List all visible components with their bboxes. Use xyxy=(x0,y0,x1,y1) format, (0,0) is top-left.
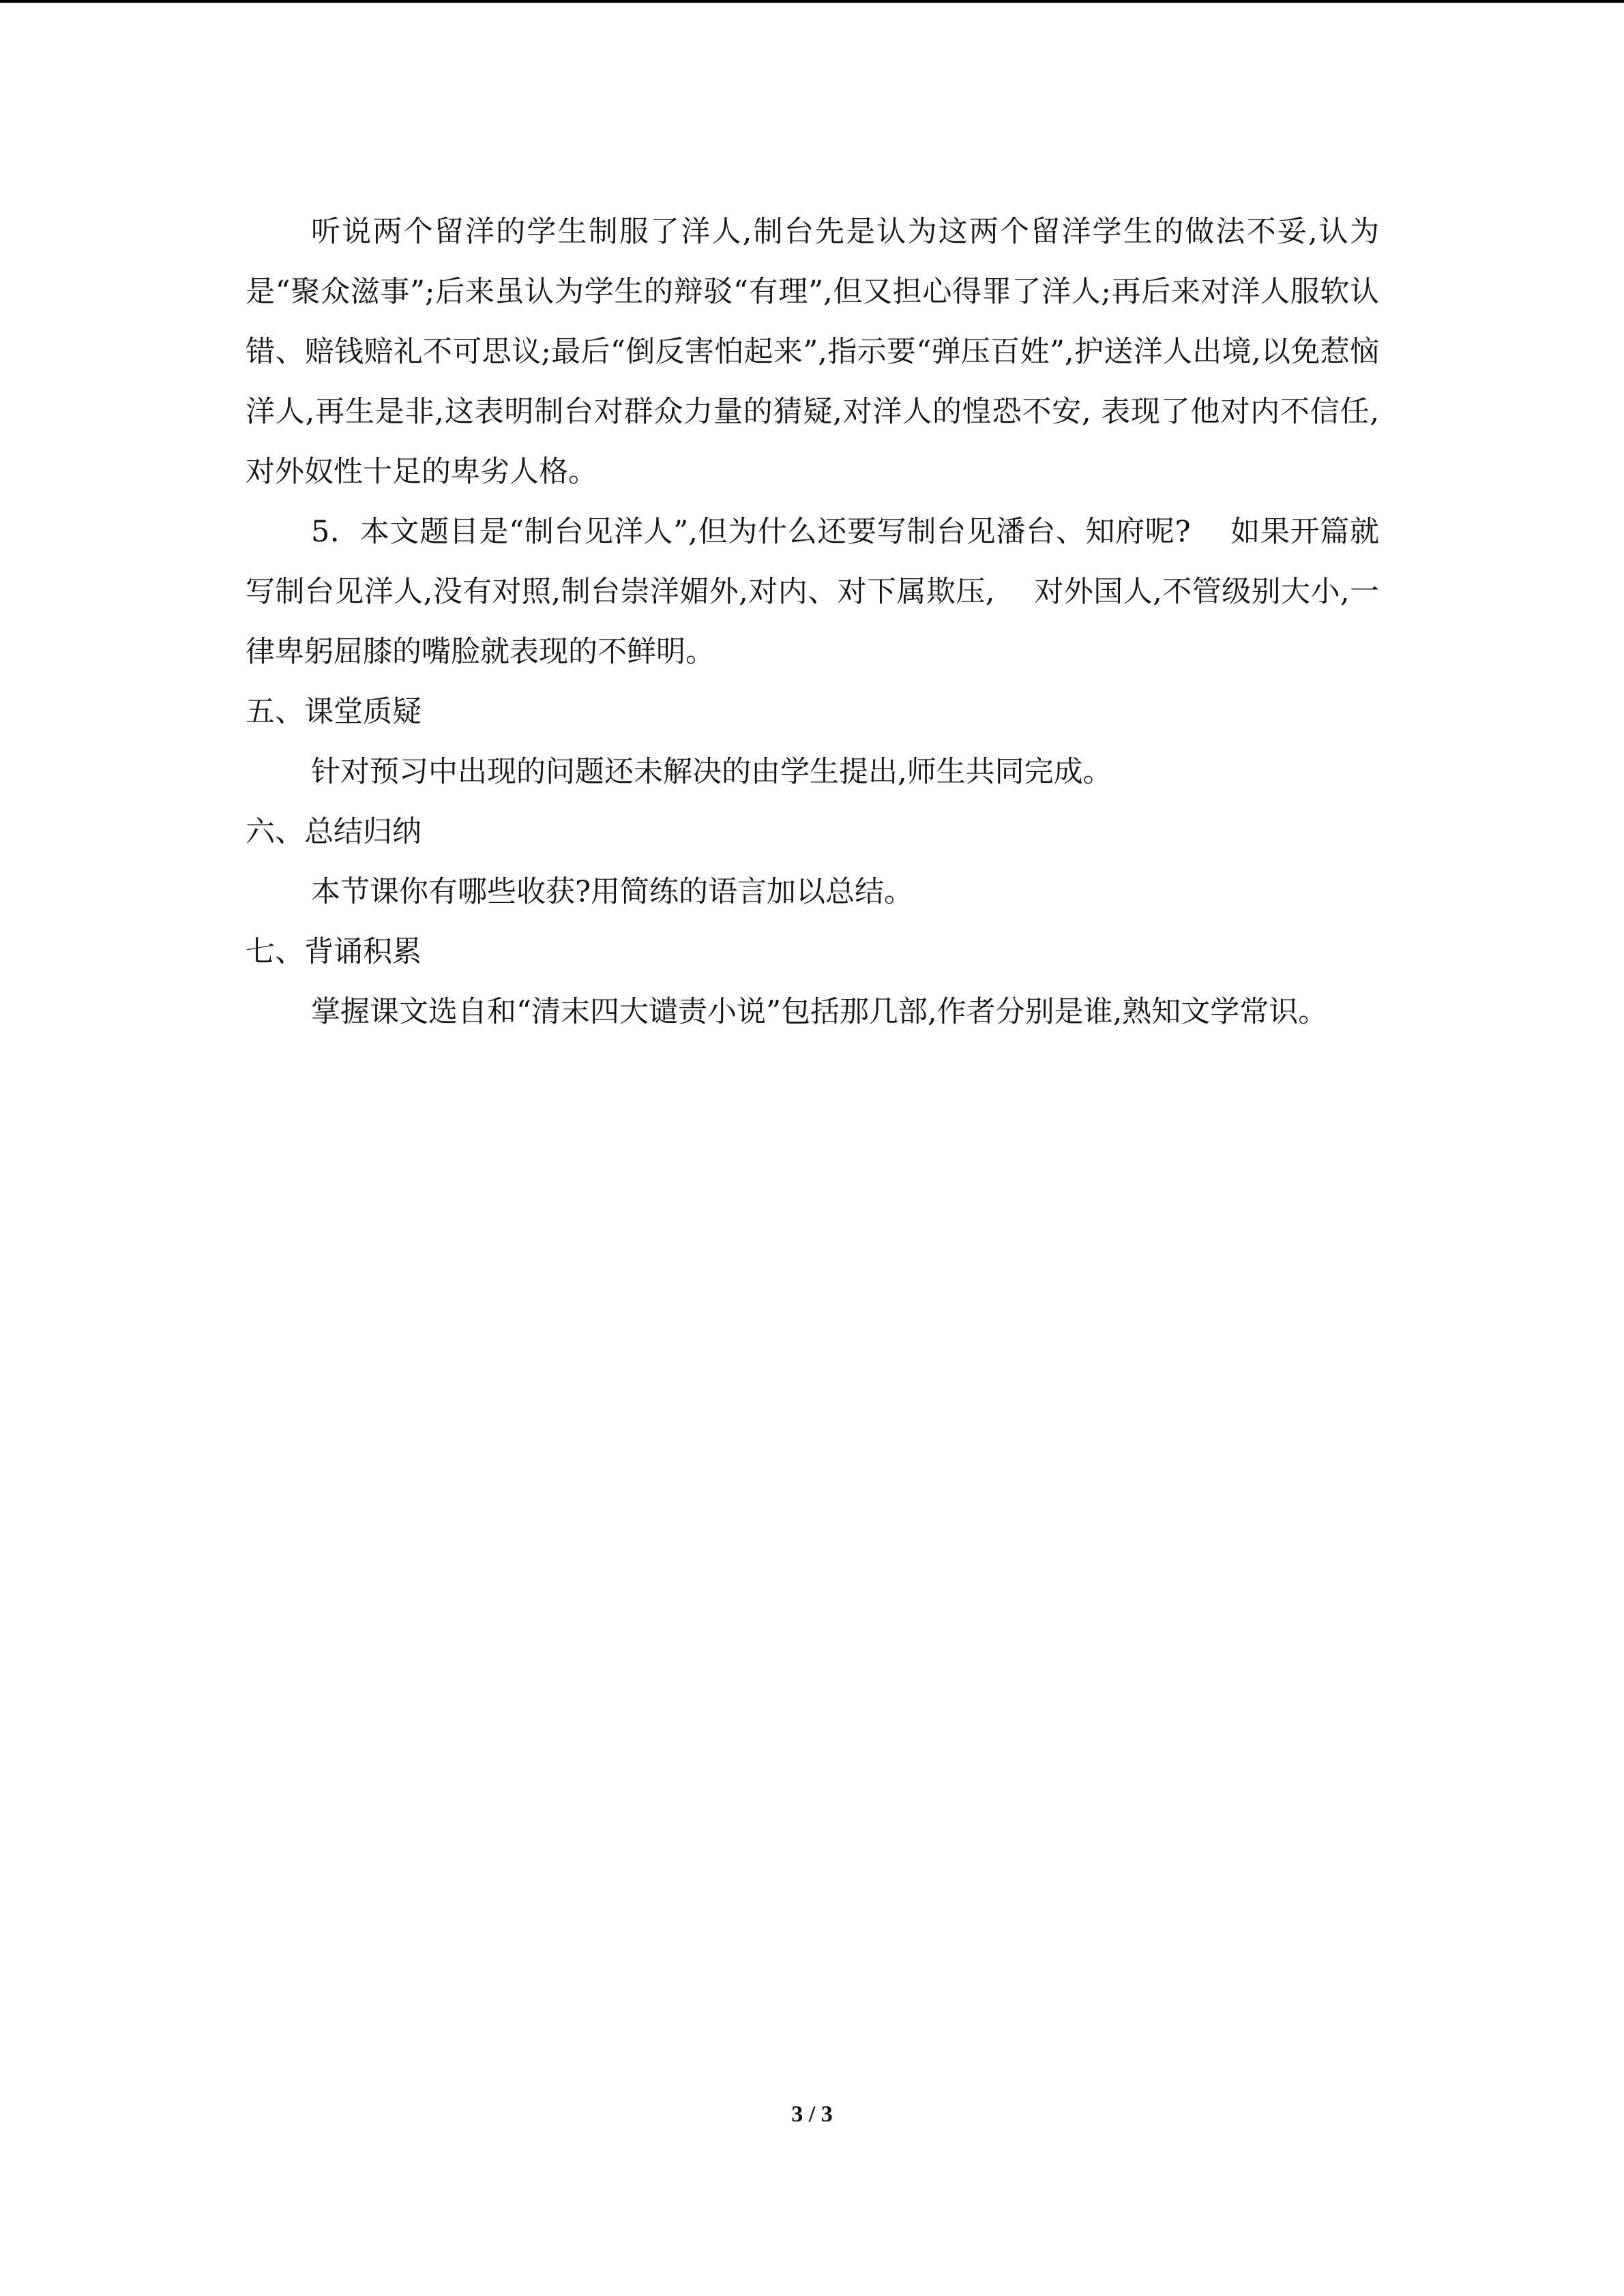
section-body-classroom-questions: 针对预习中出现的问题还未解决的由学生提出,师生共同完成。 xyxy=(311,755,1112,789)
document-body xyxy=(246,202,1379,1042)
section-body-summary: 本节课你有哪些收获?用简练的语言加以总结。 xyxy=(311,875,914,909)
section-heading-summary: 六、总结归纳 xyxy=(246,815,422,849)
paragraph-analysis: 听说两个留洋的学生制服了洋人,制台先是认为这两个留洋学生的做法不妥,认为是“聚众滋事”;后来虽认为学生的辩驳“有理”,但又担心得罪了洋人;再后来对洋人服软认错、赔钱赔礼不可思议;最后“倒反害怕起来”,指示要“弹压百姓”,护送洋人出境,以免惹恼洋人,再生是非,这表明制台对群众力量的猜疑,对洋人的惶恐不安, 表现了他对内不信任, 对外奴性十足的卑劣人格。 xyxy=(246,215,1379,489)
page-number: 3 / 3 xyxy=(791,2102,833,2127)
section-heading-classroom-questions: 五、课堂质疑 xyxy=(246,695,422,729)
paragraph-question-5: 5．本文题目是“制台见洋人”,但为什么还要写制台见潘台、知府呢? 如果开篇就写制台见洋人,没有对照,制台崇洋媚外,对内、对下属欺压, 对外国人,不管级别大小,一律卑躬屈膝的嘴脸就表现的不鲜明。 xyxy=(246,515,1379,669)
section-body-memorization: 掌握课文选自和“清末四大谴责小说”包括那几部,作者分别是谁,熟知文学常识。 xyxy=(311,995,1328,1029)
section-heading-memorization: 七、背诵积累 xyxy=(246,935,422,969)
